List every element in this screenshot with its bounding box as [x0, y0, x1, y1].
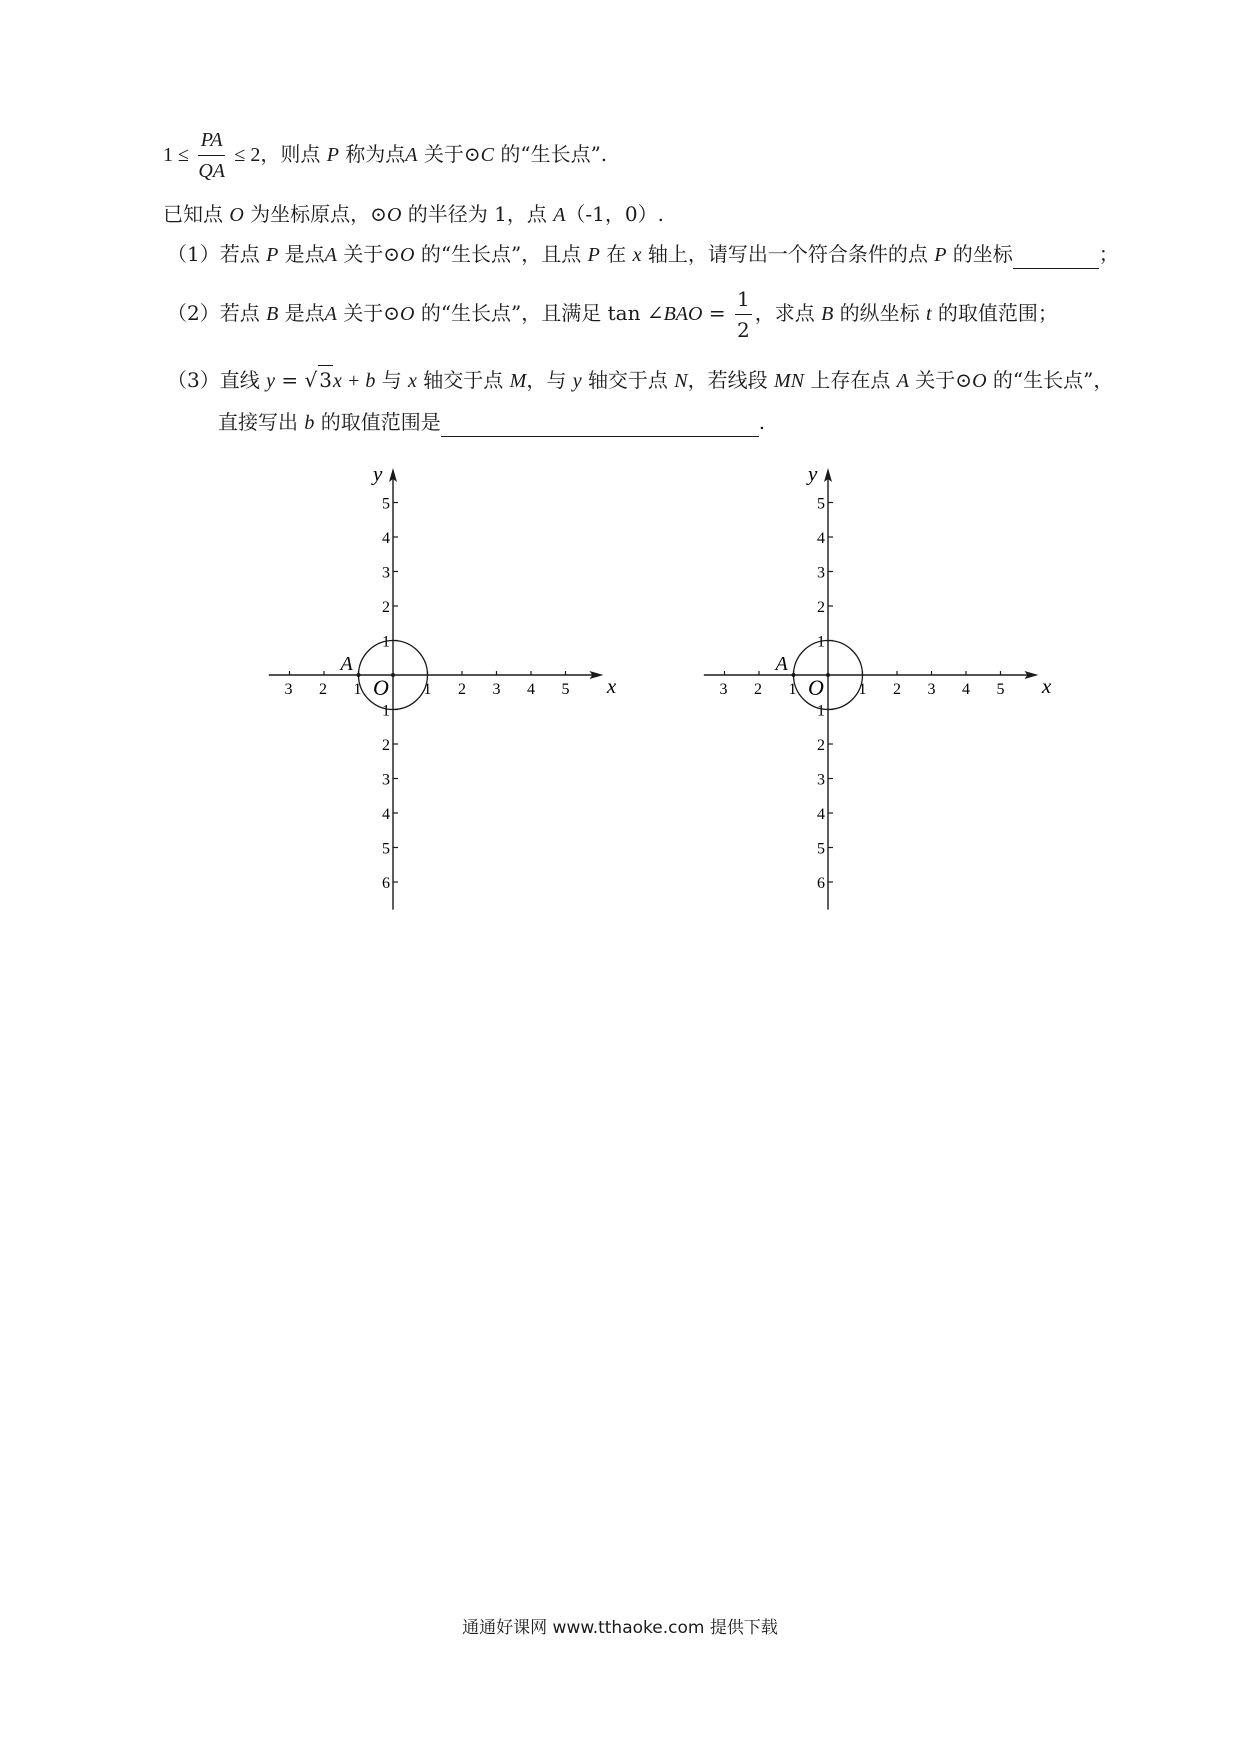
point-a [357, 673, 361, 677]
q1-text-a: 若点 [219, 242, 260, 266]
y-tick-label: 4 [817, 530, 825, 547]
point-a-label: A [775, 653, 788, 675]
x-tick-label: 1 [788, 681, 797, 698]
var-x: x [408, 370, 417, 392]
fraction-numerator: 1 [735, 284, 752, 315]
y-tick-label: 3 [817, 564, 825, 582]
eq-y: y [266, 370, 275, 392]
var-a: A [324, 303, 337, 325]
var-p3: P [934, 244, 947, 266]
eq-rest: x + b [332, 370, 376, 392]
y-tick-label: 6 [817, 875, 825, 892]
question-2 [167, 283, 1058, 345]
x-axis-label: x [606, 674, 617, 698]
x-tick-label: 2 [893, 681, 901, 698]
q2-text-g: 的纵坐标 [839, 301, 920, 325]
y-tick-label: 1 [382, 702, 390, 720]
q2-text-b: 是点 [284, 301, 325, 325]
x-tick-label: 3 [927, 681, 936, 698]
var-mn: MN [774, 370, 804, 392]
y-tick-label: 4 [382, 806, 390, 823]
question-3 [167, 365, 1113, 395]
y-tick-label: 1 [817, 633, 825, 651]
q1-text-c: 关于⊙ [343, 242, 401, 266]
var-p: P [266, 244, 279, 266]
y-tick-label: 3 [382, 771, 390, 789]
var-x: x [632, 244, 642, 266]
q2-text-d: 的“生长点”，且满足 tan ∠ [420, 301, 664, 325]
question-number: （2） [167, 301, 220, 325]
given-text-a: 已知点 [163, 202, 223, 226]
y-tick-label: 3 [817, 771, 825, 789]
y-tick-label: 6 [382, 875, 390, 892]
x-tick-label: 4 [962, 681, 970, 698]
var-b2: B [821, 303, 834, 325]
q2-text-a: 若点 [219, 301, 260, 325]
x-tick-label: 1 [858, 681, 867, 698]
y-tick-label: 5 [382, 495, 390, 513]
var-a: A [896, 370, 909, 392]
sqrt-radicand: 3 [318, 365, 333, 394]
var-o: O [400, 303, 415, 325]
x-axis-label: x [1041, 674, 1052, 698]
y-tick-label: 4 [382, 530, 390, 547]
origin-label: O [808, 675, 824, 700]
definition-line [163, 124, 607, 186]
q3-text-g: 上存在点 [810, 368, 891, 392]
eq-equals: = [281, 368, 299, 392]
question-3-line-2 [218, 408, 765, 437]
point-a [792, 673, 796, 677]
y-tick-label: 5 [382, 840, 390, 858]
given-text-b: 为坐标原点，⊙ [250, 202, 387, 226]
x-tick-label: 5 [996, 681, 1005, 698]
fraction-numerator: PA [198, 125, 225, 156]
definition-text-c: 关于⊙ [423, 142, 481, 166]
q2-text-c: 关于⊙ [343, 301, 401, 325]
coordinate-grid-left [250, 455, 620, 925]
question-number: （3） [167, 368, 220, 392]
q3-text-i: 的“生长点”， [992, 368, 1114, 392]
origin-point [391, 673, 395, 677]
answer-blank[interactable] [441, 408, 759, 437]
y-tick-label: 1 [382, 633, 390, 651]
x-tick-label: 4 [527, 681, 535, 698]
y-tick-label: 5 [817, 840, 825, 858]
question-1 [167, 240, 1119, 269]
var-b: B [266, 303, 279, 325]
var-o: O [972, 370, 987, 392]
y-tick-label: 5 [817, 495, 825, 513]
x-tick-label: 1 [423, 681, 432, 698]
definition-text-a: ，则点 [260, 142, 321, 166]
q1-text-f: 轴上，请写出一个符合条件的点 [647, 242, 928, 266]
q3-line2-a: 直接写出 [218, 410, 298, 434]
q2-text-f: ，求点 [754, 301, 815, 325]
q3-text-e: 轴交于点 [587, 368, 668, 392]
q1-text-h: ； [1098, 242, 1119, 266]
x-tick-label: 3 [284, 681, 293, 698]
fraction-denominator: 2 [736, 318, 750, 342]
x-tick-label: 3 [492, 681, 501, 698]
var-bao: BAO [663, 303, 703, 325]
x-tick-label: 2 [458, 681, 466, 698]
q1-text-e: 在 [606, 242, 627, 266]
definition-text-b: 称为点 [345, 142, 406, 166]
y-tick-label: 1 [817, 702, 825, 720]
inequality-left: 1 ≤ [163, 144, 189, 166]
x-tick-label: 1 [353, 681, 362, 698]
q3-text-c: 轴交于点 [423, 368, 504, 392]
half-fraction [735, 284, 752, 345]
var-o2: O [386, 204, 402, 226]
q2-text-h: 的取值范围； [937, 301, 1058, 325]
given-text-c: 的半径为 1，点 [407, 202, 547, 226]
q1-text-b: 是点 [284, 242, 325, 266]
var-o: O [229, 204, 244, 226]
q3-text-b: 与 [381, 368, 402, 392]
var-c: C [480, 144, 494, 166]
y-tick-label: 4 [817, 806, 825, 823]
q3-text-f: ，若线段 [687, 368, 768, 392]
x-tick-label: 3 [719, 681, 728, 698]
q3-text-a: 直线 [219, 368, 260, 392]
y-tick-label: 3 [382, 564, 390, 582]
q1-text-d: 的“生长点”，且点 [420, 242, 582, 266]
x-tick-label: 5 [561, 681, 570, 698]
y-tick-label: 2 [817, 737, 825, 754]
q3-line2-b: 的取值范围是 [320, 410, 441, 434]
y-tick-label: 2 [817, 599, 825, 616]
var-p2: P [587, 244, 600, 266]
var-a: A [553, 204, 566, 226]
var-t: t [926, 303, 932, 325]
x-tick-label: 2 [319, 681, 327, 698]
var-p: P [326, 144, 339, 166]
var-a: A [405, 144, 418, 166]
y-axis-label: y [808, 461, 818, 486]
var-n: N [674, 370, 688, 392]
q3-line2-c: . [758, 410, 766, 434]
point-a-label: A [340, 653, 353, 675]
q1-text-g: 的坐标 [952, 242, 1013, 266]
q2-equals: = [708, 301, 726, 325]
sqrt-symbol: √ [304, 368, 318, 392]
answer-blank[interactable] [1013, 240, 1099, 269]
footer: 通通好课网 www.tthaoke.com 提供下载 [462, 1618, 778, 1638]
origin-point [826, 673, 830, 677]
given-text-d: （-1，0）. [565, 202, 664, 226]
var-m: M [509, 370, 527, 392]
inequality-right: ≤ 2 [234, 144, 261, 166]
var-o: O [400, 244, 415, 266]
var-b: b [304, 412, 315, 434]
var-y: y [572, 370, 582, 392]
given-line [163, 200, 664, 229]
q3-text-h: 关于⊙ [915, 368, 973, 392]
y-tick-label: 2 [382, 599, 390, 616]
var-a: A [324, 244, 337, 266]
coordinate-grid-right [685, 455, 1055, 925]
fraction-denominator: QA [198, 160, 226, 182]
x-tick-label: 2 [754, 681, 762, 698]
definition-text-d: 的“生长点”. [500, 142, 608, 166]
ratio-fraction [198, 125, 225, 186]
y-tick-label: 2 [382, 737, 390, 754]
origin-label: O [373, 675, 389, 700]
q3-text-d: ，与 [526, 368, 567, 392]
question-number: （1） [167, 242, 220, 266]
y-axis-label: y [373, 461, 383, 486]
